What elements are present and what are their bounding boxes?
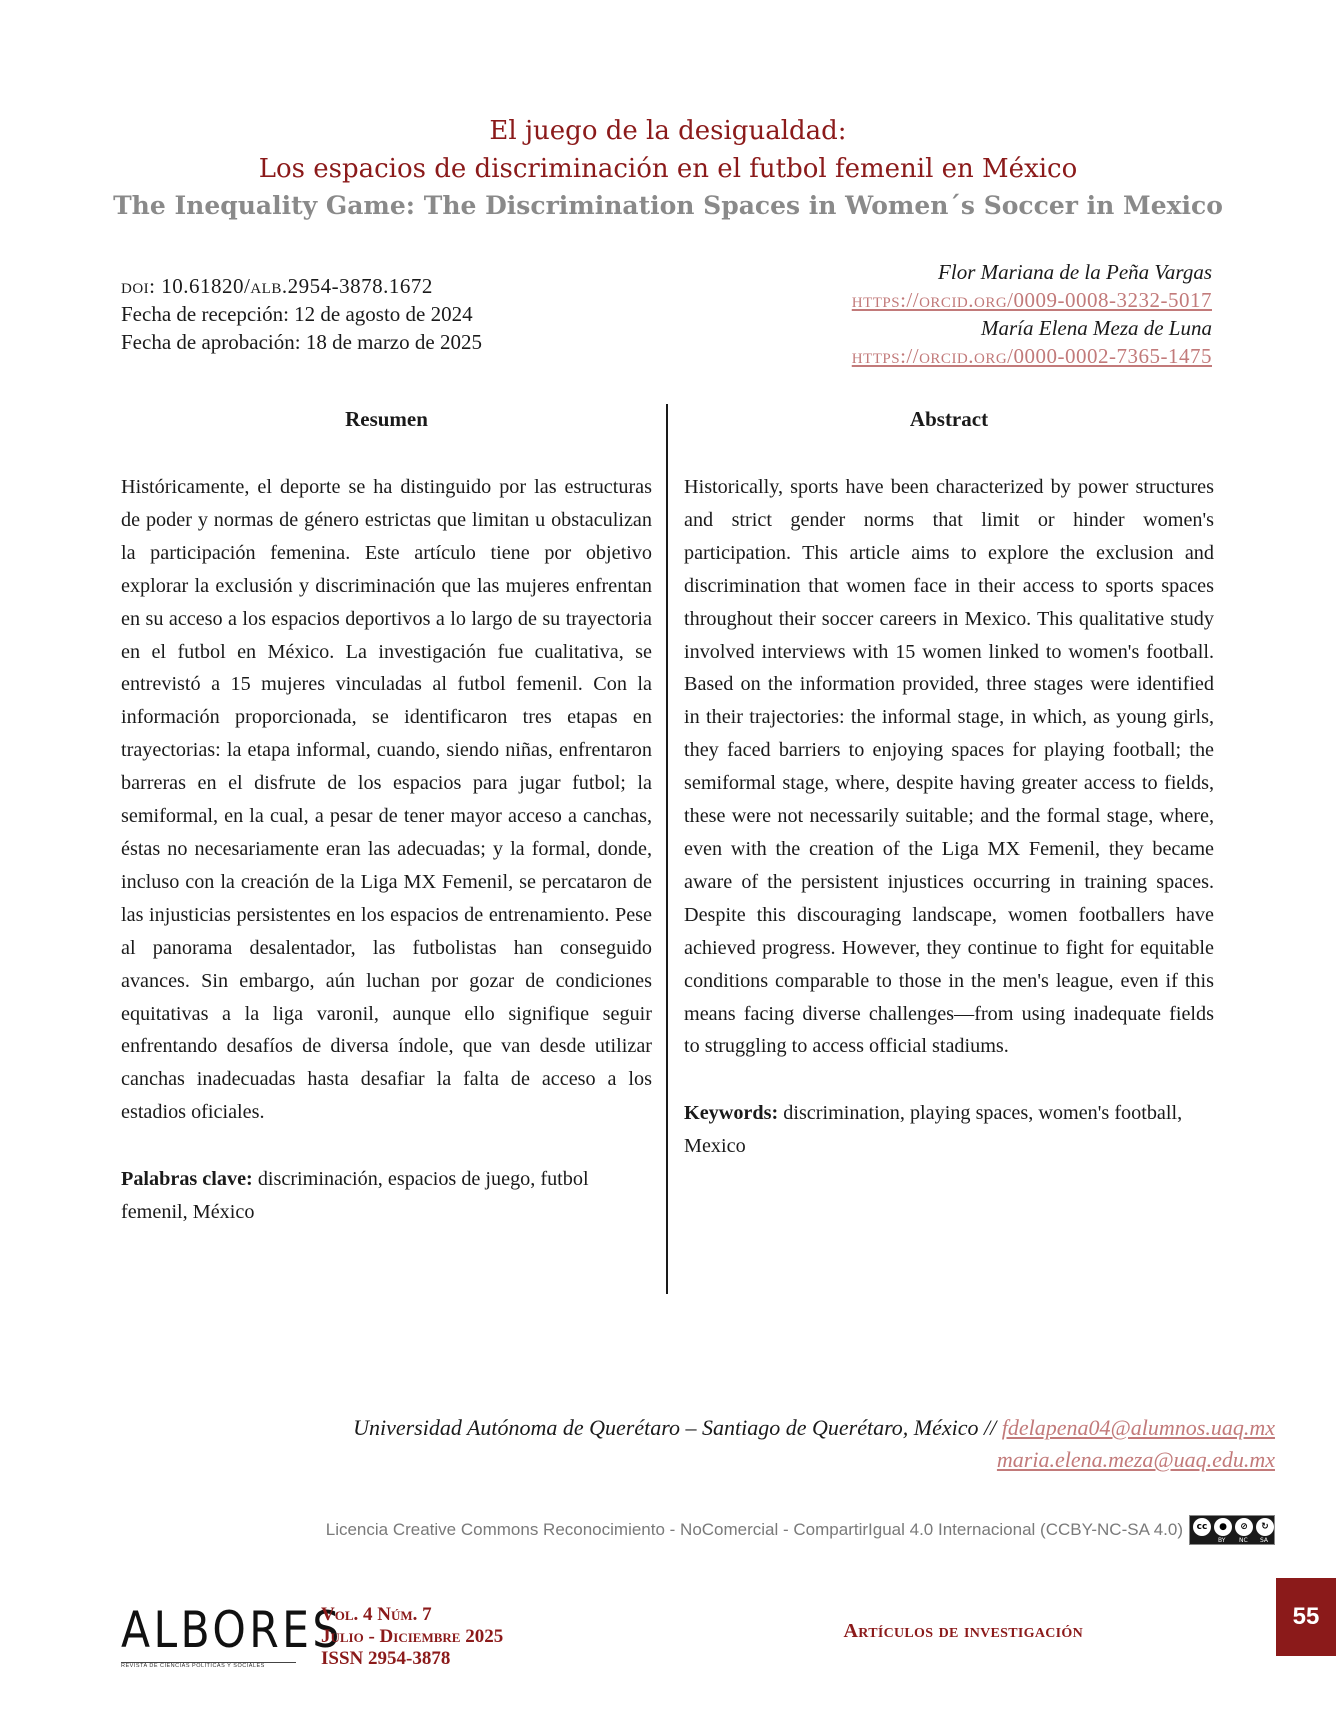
keywords-text: discriminación, espacios de juego, futbol femenil, México	[121, 1168, 589, 1224]
badge-label: NC	[1239, 1537, 1248, 1544]
resumen-column	[121, 404, 652, 1229]
email-link[interactable]: fdelapena04@alumnos.uaq.mx	[1001, 1415, 1275, 1440]
keywords-label: Palabras clave:	[121, 1168, 253, 1191]
abstract-column	[684, 404, 1214, 1163]
cc-icon: cc	[1193, 1518, 1211, 1536]
keywords-label: Keywords:	[684, 1102, 779, 1125]
doi: doi: 10.61820/alb.2954-3878.1672	[121, 274, 433, 298]
share-alike-icon: ↻	[1256, 1518, 1274, 1536]
abstract-heading: Abstract	[909, 407, 989, 431]
resumen-body: Históricamente, el deporte se ha distinguido por las estructuras de poder y normas de género estrictas que limitan u obstaculizan la participación femenina. Este artículo tiene por objetivo explorar la exclusión y discriminación que las mujeres enfrentan en su acceso a los espacios deportivos a lo largo de su trayectoria en el futbol en México. La investigación fue cualitativa, se entrevistó a 15 mujeres vinculadas al futbol femenil. Con la información proporcionada, se identificaron tres etapas en trayectorias: la etapa informal, cuando, siendo niñas, enfrentaron barreras en el disfrute de los espacios para jugar futbol; la semiformal, en la cual, a pesar de tener mayor acceso a canchas, éstas no necesariamente eran las adecuadas; y la formal, donde, incluso con la creación de la Liga MX Femenil, se percataron de las injusticias persistentes en los espacios de entrenamiento. Pese al panorama desalentador, las futbolistas han conseguido avances. Sin embargo, aún luchan por gozar de condiciones equitativas a la liga varonil, aunque ello signifique seguir enfrentando desafíos de diversa índole, que van desde utilizar canchas inadecuadas hasta desafiar la falta de acceso a los estadios oficiales.	[121, 476, 652, 1124]
license	[326, 1515, 1275, 1545]
badge-label: BY	[1218, 1537, 1226, 1544]
no-dollar-icon: ⊘	[1235, 1518, 1253, 1536]
journal-logo-subtitle: REVISTA DE CIENCIAS POLÍTICAS Y SOCIALES	[121, 1663, 265, 1669]
license-text: Licencia Creative Commons Reconocimiento - NoComercial - CompartirIgual 4.0 Internacional (CCBY-NC-SA 4.0)	[325, 1520, 1183, 1539]
journal-logo: ALBORES	[121, 1601, 343, 1659]
resumen-keywords	[121, 1163, 652, 1229]
approved-date: Fecha de aprobación: 18 de marzo de 2025	[121, 330, 482, 354]
article-meta	[121, 272, 482, 356]
author-orcid-link[interactable]: https://orcid.org/0009-0008-3232-5017	[851, 288, 1212, 312]
person-icon: ●	[1214, 1518, 1232, 1536]
volume: Vol. 4 Núm. 7	[321, 1604, 432, 1625]
issn: ISSN 2954-3878	[321, 1648, 451, 1669]
title-english: The Inequality Game: The Discrimination Spaces in Women´s Soccer in Mexico	[113, 191, 1223, 220]
abstract-keywords	[684, 1097, 1214, 1163]
title-spanish-line-1: El juego de la desigualdad:	[489, 116, 847, 146]
authors-block	[852, 258, 1212, 370]
affiliation	[353, 1412, 1275, 1476]
abstract-body: Historically, sports have been characterized by power structures and strict gender norms that limit or hinder women's participation. This article aims to explore the exclusion and discrimination that women face in their access to sports spaces throughout their soccer careers in Mexico. This qualitative study involved interviews with 15 women linked to women's football. Based on the information provided, three stages were identified in their trajectories: the informal stage, in which, as young girls, they faced barriers to enjoying spaces for playing football; the semiformal stage, where, despite having greater access to fields, these were not necessarily suitable; and the formal stage, where, even with the creation of the Liga MX Femenil, they became aware of the persistent injustices occurring in training spaces. Despite this discouraging landscape, women footballers have achieved progress. However, they continue to fight for equitable conditions comparable to those in the men's league, even if this means facing diverse challenges—from using inadequate fields to struggling to access official stadiums.	[684, 476, 1214, 1058]
affiliation-text: Universidad Autónoma de Querétaro – Santiago de Querétaro, México //	[353, 1415, 997, 1440]
badge-label: SA	[1260, 1537, 1269, 1544]
keywords-text: discrimination, playing spaces, women's football, Mexico	[684, 1102, 1183, 1158]
email-link[interactable]: maria.elena.meza@uaq.edu.mx	[996, 1447, 1275, 1472]
page-number: 55	[1276, 1578, 1336, 1656]
author-name: María Elena Meza de Luna	[981, 316, 1212, 340]
period: Julio - Diciembre 2025	[321, 1626, 504, 1647]
received-date: Fecha de recepción: 12 de agosto de 2024	[121, 302, 473, 326]
cc-license-badge[interactable]	[1189, 1515, 1275, 1545]
author-orcid-link[interactable]: https://orcid.org/0000-0002-7365-1475	[851, 344, 1212, 368]
resumen-heading: Resumen	[345, 407, 428, 431]
issue-info	[321, 1604, 503, 1670]
author-name: Flor Mariana de la Peña Vargas	[938, 260, 1212, 284]
column-divider	[666, 404, 668, 1294]
section-label: Artículos de investigación	[843, 1620, 1083, 1642]
title-spanish-line-2: Los espacios de discriminación en el futbol femenil en México	[258, 154, 1078, 184]
title-spanish	[0, 112, 1336, 188]
